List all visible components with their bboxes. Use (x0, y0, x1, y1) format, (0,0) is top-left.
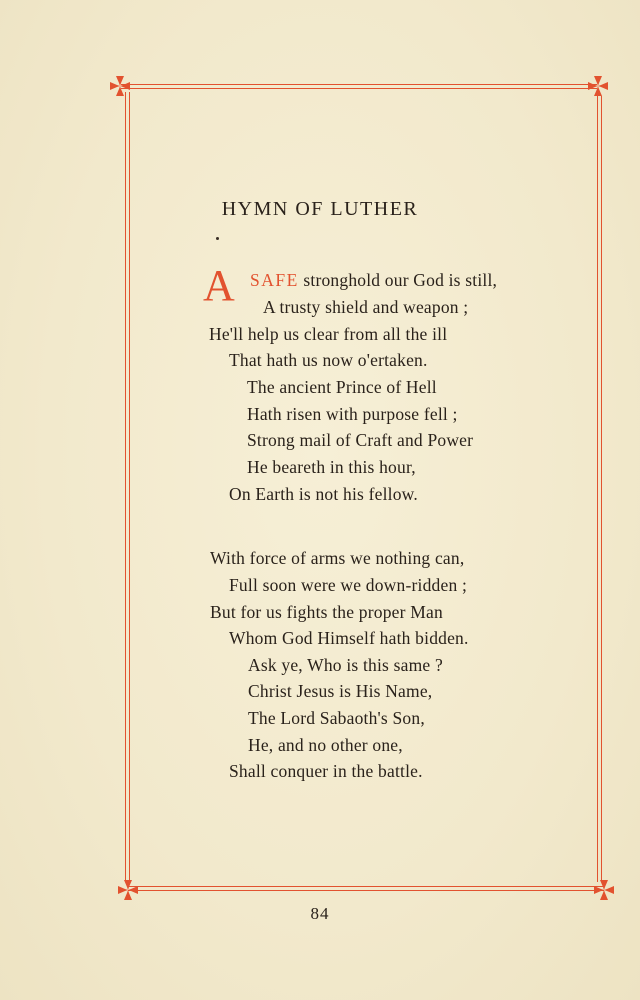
corner-cross-icon (117, 879, 139, 901)
hymn-title: HYMN OF LUTHER (221, 198, 419, 220)
corner-cross-icon (593, 879, 615, 901)
verse-line: Ask ye, Who is this same ? (248, 655, 443, 675)
corner-cross-icon (587, 75, 609, 97)
verse-line: He, and no other one, (248, 735, 403, 755)
ink-dot (216, 237, 219, 240)
verse-line (250, 270, 497, 290)
verse-line: The ancient Prince of Hell (247, 377, 437, 397)
border-bottom-outer (128, 890, 604, 891)
verse-line: That hath us now o'ertaken. (229, 350, 428, 370)
verse-line: Shall conquer in the battle. (229, 761, 423, 781)
verse-line: The Lord Sabaoth's Son, (248, 708, 425, 728)
page-number: 84 (310, 904, 330, 923)
corner-cross-icon (109, 75, 131, 97)
border-top-outer (121, 84, 597, 85)
border-bottom-inner (128, 886, 604, 887)
drop-cap: A (203, 261, 235, 310)
first-word: SAFE (250, 270, 299, 290)
verse-line: Strong mail of Craft and Power (247, 430, 474, 450)
verse-line: A trusty shield and weapon ; (263, 297, 469, 317)
verse-line: He beareth in this hour, (247, 457, 416, 477)
verse-line: But for us fights the proper Man (210, 602, 443, 622)
verse-line: Hath risen with purpose fell ; (247, 404, 458, 424)
verse-line: He'll help us clear from all the ill (209, 324, 448, 344)
verse-line: Christ Jesus is His Name, (248, 681, 433, 701)
verse-line: Whom God Himself hath bidden. (229, 628, 469, 648)
verse-line: On Earth is not his fellow. (229, 484, 418, 504)
first-line-rest: stronghold our God is still, (298, 270, 498, 290)
verse-line: Full soon were we down-ridden ; (229, 575, 468, 595)
border-top-inner (121, 88, 597, 89)
verse-line: With force of arms we nothing can, (210, 548, 465, 568)
